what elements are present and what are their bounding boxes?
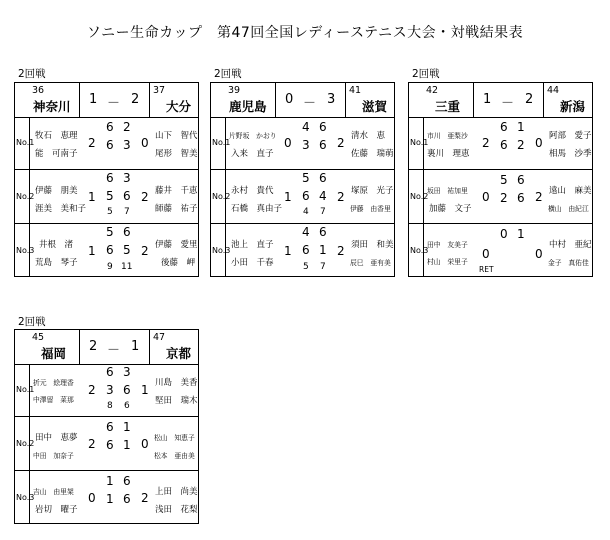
- left-points: 2: [88, 136, 96, 150]
- tiebreak-score: 5: [107, 207, 113, 217]
- left-player-2: 裏川 理恵: [427, 149, 470, 159]
- game-score: 6: [123, 383, 131, 397]
- row-divider: [15, 223, 198, 224]
- right-points: 0: [141, 136, 149, 150]
- tiebreak-score: 4: [303, 207, 309, 217]
- left-player-1: 坂田 祐加里: [427, 187, 468, 195]
- left-seed: 36: [32, 85, 45, 96]
- divider: [149, 83, 150, 117]
- tiebreak-score: 6: [124, 401, 130, 411]
- game-score: 1: [517, 120, 525, 134]
- right-points: 2: [535, 190, 543, 204]
- right-player-2: 浅田 花梨: [155, 505, 198, 515]
- game-score: 6: [319, 138, 327, 152]
- left-team-score: 1: [89, 92, 98, 107]
- left-points: 0: [482, 247, 490, 261]
- left-player-1: 片野坂 かおり: [229, 132, 277, 140]
- divider: [543, 83, 544, 117]
- score-dash: －: [303, 96, 317, 111]
- match-no: No.1: [16, 385, 35, 394]
- left-seed: 39: [228, 85, 241, 96]
- left-player-2: 石橋 真由子: [231, 204, 283, 214]
- round-label: 2回戦: [412, 68, 440, 80]
- game-score: 4: [302, 120, 310, 134]
- row-divider: [15, 470, 198, 471]
- tiebreak-score: 8: [107, 401, 113, 411]
- match-no: No.1: [212, 138, 231, 147]
- left-team-score: 1: [483, 92, 492, 107]
- game-score: 1: [106, 474, 114, 488]
- game-score: 3: [123, 365, 131, 379]
- divider: [473, 83, 474, 117]
- right-player-2: 師藤 祐子: [155, 204, 198, 214]
- tiebreak-score: 5: [303, 262, 309, 272]
- right-points: 2: [337, 190, 345, 204]
- right-player-1: 上田 尚美: [155, 487, 198, 497]
- match-no: No.3: [212, 246, 231, 255]
- left-team-score: 2: [89, 339, 98, 354]
- left-player-1: 吉山 由里架: [33, 488, 74, 496]
- right-player-2: 尾形 智美: [155, 149, 198, 159]
- game-score: 6: [106, 243, 114, 257]
- left-points: 1: [284, 244, 292, 258]
- page-title: ソニー生命カップ 第47回全国レディーステニス大会・対戦結果表: [86, 25, 524, 41]
- match-no: No.2: [212, 192, 231, 201]
- score-dash: －: [107, 343, 121, 358]
- right-points: 2: [141, 491, 149, 505]
- game-score: 2: [517, 138, 525, 152]
- match-no: No.1: [16, 138, 35, 147]
- left-seed: 42: [426, 85, 439, 96]
- right-player-2: 伊藤 由香里: [350, 205, 391, 213]
- row-divider: [15, 169, 198, 170]
- right-player-1: 塚原 光子: [351, 186, 394, 196]
- game-score: 6: [302, 243, 310, 257]
- right-team-name: 滋賀: [362, 99, 388, 114]
- right-player-1: 松山 知恵子: [154, 434, 195, 442]
- right-points: 0: [535, 247, 543, 261]
- game-score: 6: [517, 173, 525, 187]
- match-no: No.2: [16, 192, 35, 201]
- left-points: 1: [284, 190, 292, 204]
- game-score: 3: [106, 383, 114, 397]
- row-divider: [409, 169, 592, 170]
- row-divider: [211, 223, 394, 224]
- round-label: 2回戦: [18, 68, 46, 80]
- left-player-1: 池上 直子: [231, 240, 274, 250]
- right-player-2: 後藤 岬: [161, 258, 196, 268]
- left-points: 1: [88, 190, 96, 204]
- game-score: 6: [319, 225, 327, 239]
- game-score: 6: [319, 120, 327, 134]
- game-score: 6: [123, 225, 131, 239]
- row-divider: [409, 223, 592, 224]
- left-points: 0: [482, 190, 490, 204]
- row-divider: [15, 416, 198, 417]
- divider: [275, 83, 276, 117]
- left-player-1: 田中 友美子: [427, 241, 468, 249]
- game-score: 6: [500, 120, 508, 134]
- left-player-1: 牧石 恵理: [35, 131, 78, 141]
- match-no: No.2: [410, 192, 429, 201]
- game-score: 4: [302, 225, 310, 239]
- left-player-2: 荒島 琴子: [35, 258, 78, 268]
- match-no: No.2: [16, 439, 35, 448]
- match-no: No.1: [410, 138, 429, 147]
- left-points: 0: [284, 136, 292, 150]
- row-divider: [211, 169, 394, 170]
- right-player-1: 伊藤 愛里: [155, 240, 198, 250]
- left-player-2: 岩切 曜子: [35, 505, 78, 515]
- right-player-1: 遠山 麻美: [549, 186, 592, 196]
- game-score: 5: [106, 189, 114, 203]
- game-score: 6: [123, 189, 131, 203]
- left-team-name: 鹿児島: [229, 99, 267, 114]
- right-team-score: 1: [131, 339, 140, 354]
- right-player-2: 堅田 瑞木: [155, 396, 198, 406]
- retired-mark: RET: [479, 265, 494, 274]
- tiebreak-score: 7: [320, 262, 326, 272]
- game-score: 4: [319, 189, 327, 203]
- left-player-1: 折元 絵理香: [33, 379, 74, 387]
- right-player-1: 阿部 愛子: [549, 131, 592, 141]
- left-player-2: 中田 加奈子: [33, 452, 74, 460]
- game-score: 2: [500, 191, 508, 205]
- right-points: 0: [141, 437, 149, 451]
- game-score: 6: [106, 171, 114, 185]
- left-player-1: 永村 貴代: [231, 186, 274, 196]
- right-player-2: 辰巳 亜有美: [350, 259, 391, 267]
- left-player-1: 市川 亜梨沙: [427, 132, 468, 140]
- tiebreak-score: 9: [107, 262, 113, 272]
- game-score: 3: [123, 138, 131, 152]
- round-label: 2回戦: [214, 68, 242, 80]
- game-score: 6: [106, 438, 114, 452]
- match-no: No.3: [16, 493, 35, 502]
- match-table-mie-niigata: [408, 82, 593, 277]
- right-team-score: 2: [525, 92, 534, 107]
- game-score: 6: [319, 171, 327, 185]
- game-score: 1: [319, 243, 327, 257]
- game-score: 5: [302, 171, 310, 185]
- right-player-1: 藤井 千恵: [155, 186, 198, 196]
- game-score: 1: [123, 420, 131, 434]
- left-points: 2: [88, 437, 96, 451]
- tiebreak-score: 11: [121, 262, 133, 272]
- score-dash: －: [107, 96, 121, 111]
- left-player-2: 能 可南子: [35, 149, 78, 159]
- right-player-2: 相馬 沙季: [549, 149, 592, 159]
- right-team-score: 2: [131, 92, 140, 107]
- left-player-1: 田中 恵夢: [35, 433, 78, 443]
- match-no: No.3: [16, 246, 35, 255]
- right-seed: 41: [349, 85, 362, 96]
- left-points: 1: [88, 244, 96, 258]
- right-team-name: 京都: [166, 346, 192, 361]
- right-player-2: 金子 真佑佳: [548, 259, 589, 267]
- right-points: 0: [535, 136, 543, 150]
- right-points: 2: [141, 244, 149, 258]
- right-player-1: 中村 亜紀: [549, 240, 592, 250]
- left-player-1: 井根 渚: [39, 240, 74, 250]
- game-score: 6: [106, 120, 114, 134]
- left-points: 2: [482, 136, 490, 150]
- right-points: 2: [141, 190, 149, 204]
- right-seed: 37: [153, 85, 166, 96]
- game-score: 5: [500, 173, 508, 187]
- game-score: 6: [106, 365, 114, 379]
- game-score: 6: [517, 191, 525, 205]
- game-score: 1: [517, 227, 525, 241]
- left-seed: 45: [32, 332, 45, 343]
- divider: [79, 83, 80, 117]
- game-score: 5: [106, 225, 114, 239]
- game-score: 6: [106, 138, 114, 152]
- right-seed: 47: [153, 332, 166, 343]
- left-player-2: 中澤留 菜那: [33, 396, 74, 404]
- right-points: 2: [337, 244, 345, 258]
- round-label: 2回戦: [18, 316, 46, 328]
- divider: [345, 83, 346, 117]
- left-team-score: 0: [285, 92, 294, 107]
- right-seed: 44: [547, 85, 560, 96]
- game-score: 0: [500, 227, 508, 241]
- right-player-2: 佐藤 瑞萌: [351, 149, 394, 159]
- game-score: 3: [123, 171, 131, 185]
- left-player-2: 村山 栄里子: [427, 258, 468, 266]
- right-team-score: 3: [327, 92, 336, 107]
- left-player-2: 涯美 美和子: [35, 204, 87, 214]
- game-score: 6: [500, 138, 508, 152]
- left-points: 0: [88, 491, 96, 505]
- divider: [79, 330, 80, 364]
- right-player-1: 山下 智代: [155, 131, 198, 141]
- right-points: 2: [337, 136, 345, 150]
- left-team-name: 福岡: [41, 346, 67, 361]
- right-player-1: 須田 和美: [351, 240, 394, 250]
- left-player-1: 伊藤 朋美: [35, 186, 78, 196]
- left-player-2: 入来 直子: [231, 149, 274, 159]
- score-dash: －: [501, 96, 515, 111]
- right-team-name: 新潟: [560, 99, 586, 114]
- left-points: 2: [88, 383, 96, 397]
- right-team-name: 大分: [166, 99, 192, 114]
- tiebreak-score: 7: [124, 207, 130, 217]
- match-table-kanagawa-oita: [14, 82, 199, 277]
- game-score: 1: [106, 492, 114, 506]
- divider: [149, 330, 150, 364]
- game-score: 1: [123, 438, 131, 452]
- right-points: 1: [141, 383, 149, 397]
- game-score: 6: [106, 420, 114, 434]
- left-team-name: 神奈川: [33, 99, 71, 114]
- right-player-2: 横山 由紀江: [548, 205, 589, 213]
- game-score: 6: [123, 474, 131, 488]
- right-player-2: 松本 亜由美: [154, 452, 195, 460]
- right-player-1: 川島 美香: [155, 378, 198, 388]
- left-player-2: 加藤 文子: [429, 204, 472, 214]
- match-table-fukuoka-kyoto: [14, 329, 199, 524]
- left-player-2: 小田 千春: [231, 258, 274, 268]
- game-score: 6: [123, 492, 131, 506]
- game-score: 5: [123, 243, 131, 257]
- game-score: 2: [123, 120, 131, 134]
- match-no: No.3: [410, 246, 429, 255]
- match-table-kagoshima-shiga: [210, 82, 395, 277]
- left-team-name: 三重: [435, 99, 461, 114]
- right-player-1: 清水 恵: [351, 131, 386, 141]
- tiebreak-score: 7: [320, 207, 326, 217]
- game-score: 3: [302, 138, 310, 152]
- game-score: 6: [302, 189, 310, 203]
